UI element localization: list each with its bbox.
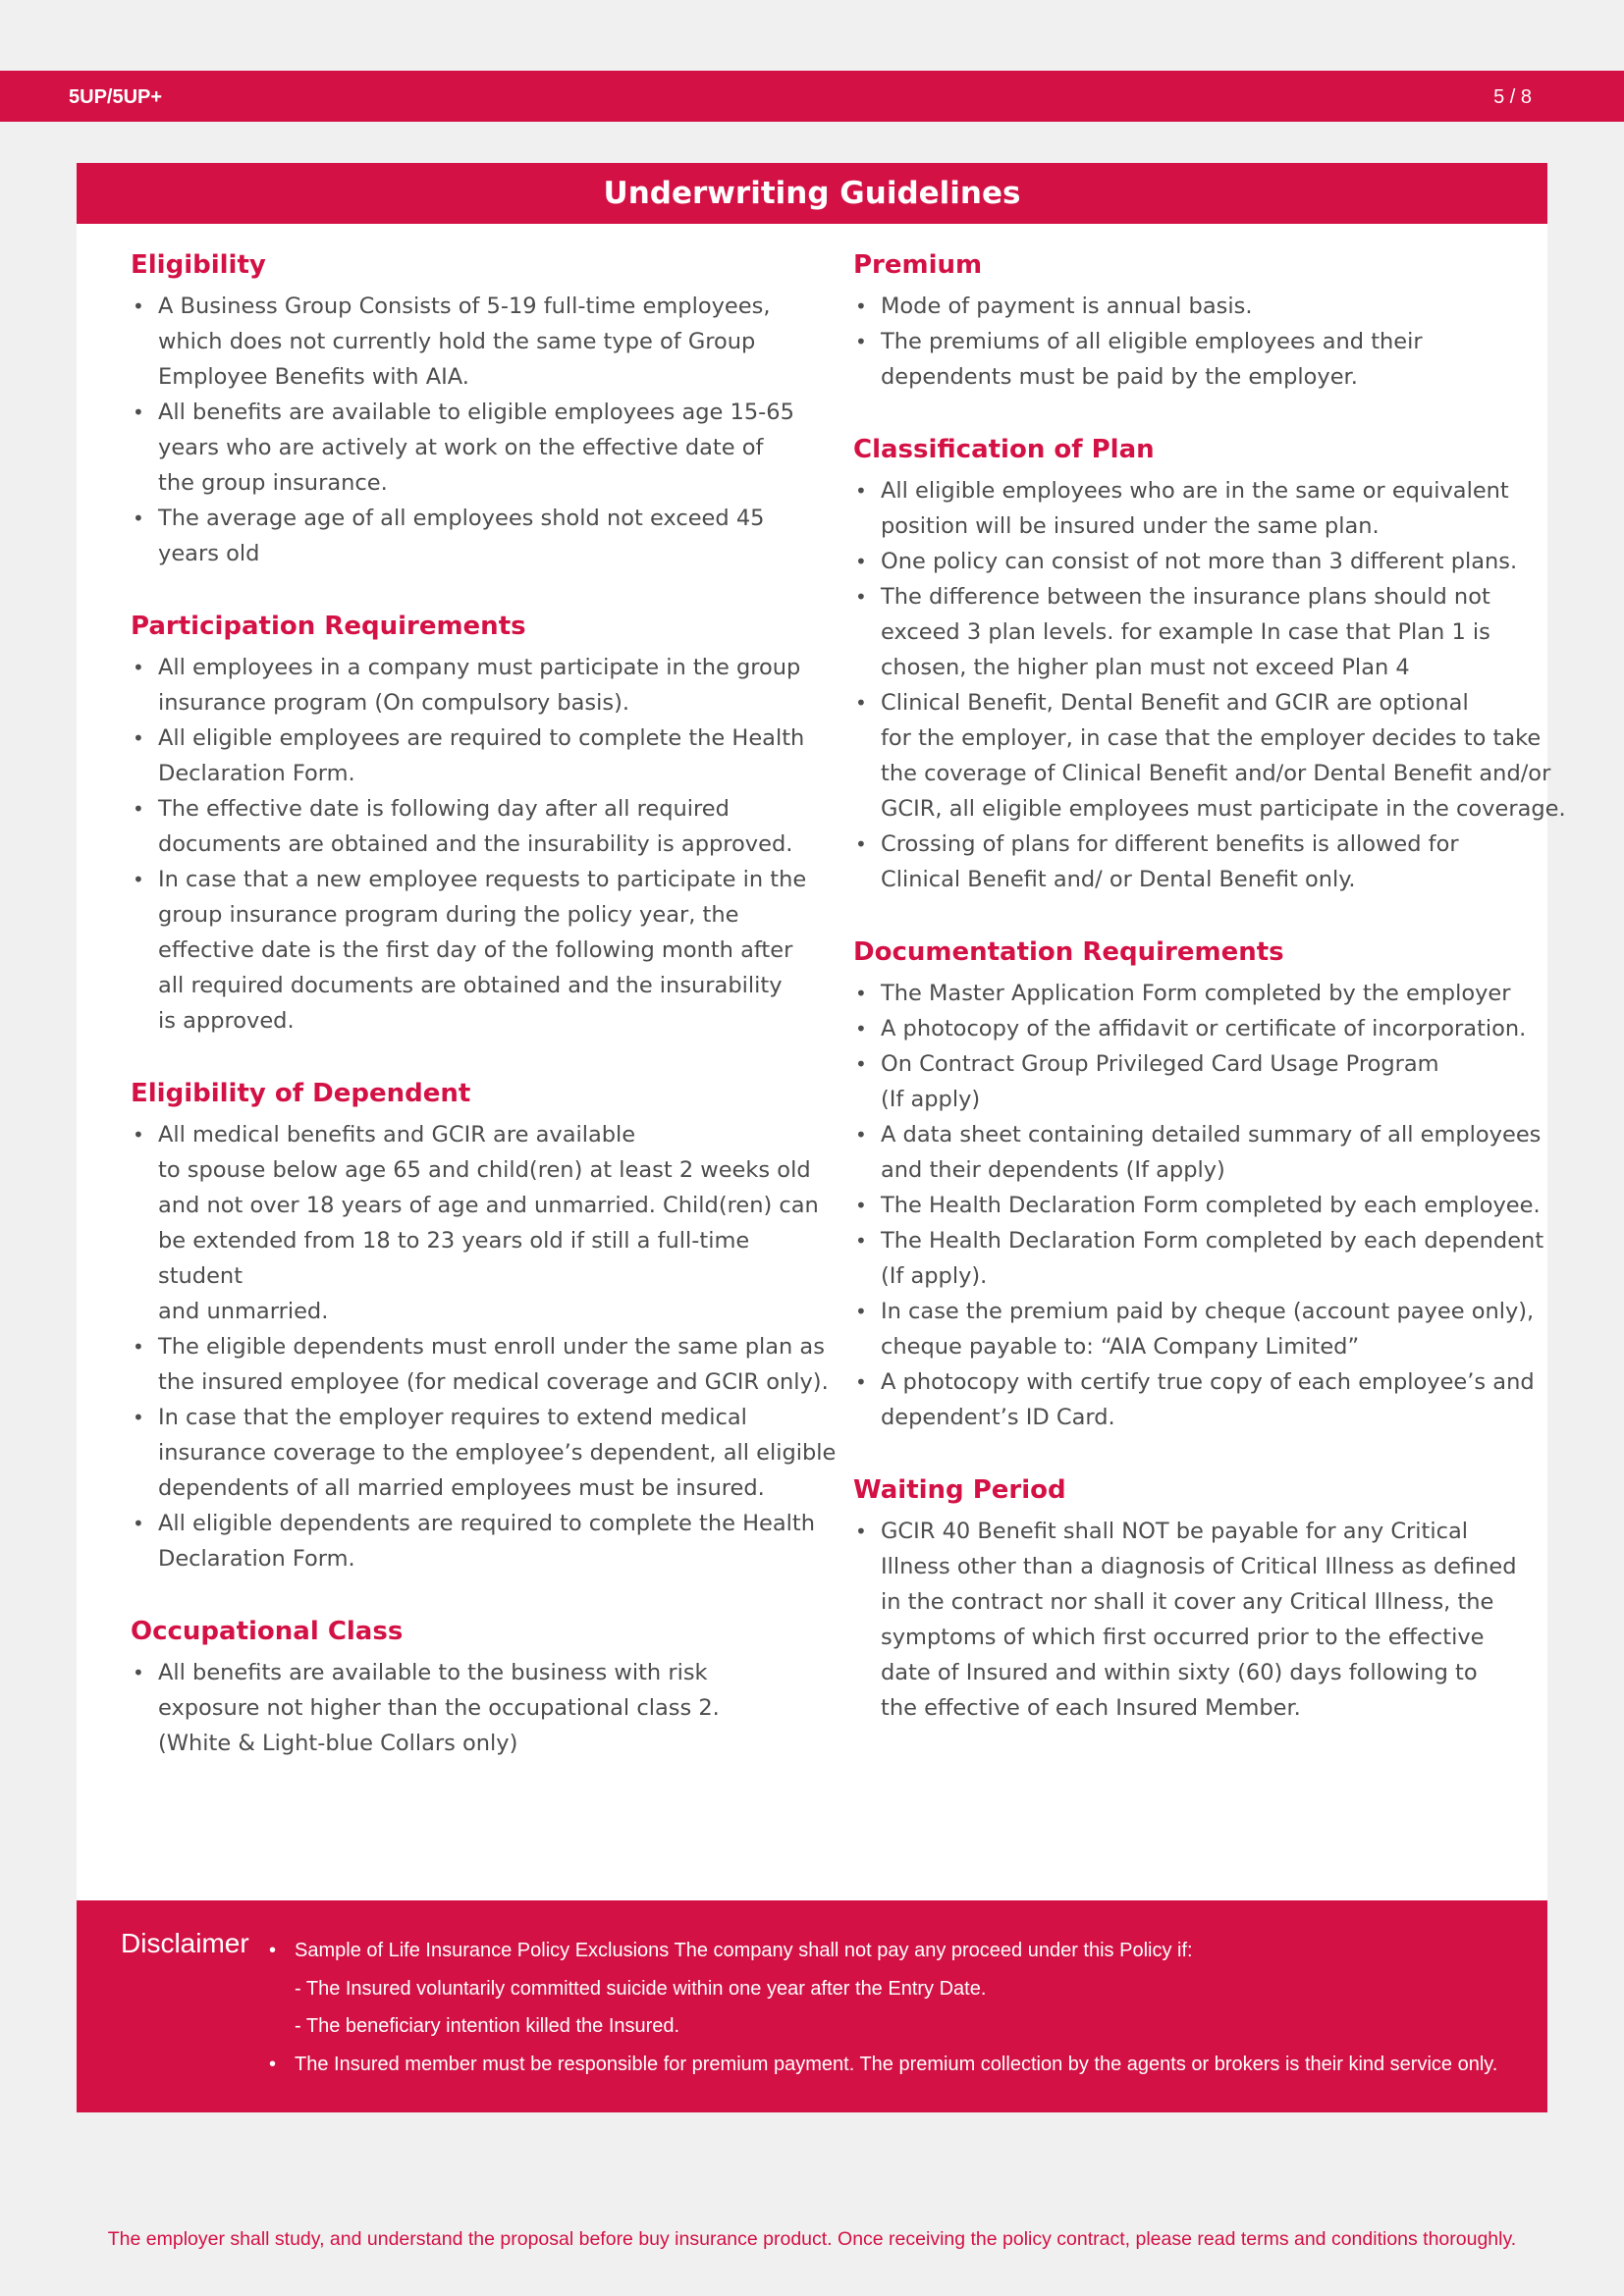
- list-item-line: insurance coverage to the employee’s dependent, all eligible: [158, 1440, 837, 1466]
- list-item: [853, 1046, 1599, 1117]
- list-item-line: date of Insured and within sixty (60) days following to: [881, 1660, 1478, 1685]
- page-indicator: 5 / 8: [1493, 86, 1532, 108]
- list-item: [853, 1223, 1599, 1294]
- list-item-line: symptoms of which first occurred prior to the effective: [881, 1625, 1485, 1650]
- list-item-line: the insured employee (for medical coverage and GCIR only).: [158, 1369, 829, 1395]
- list-item-line: the coverage of Clinical Benefit and/or Dental Benefit and/or: [881, 761, 1551, 786]
- disclaimer-line: • The Insured member must be responsible for premium payment. The premium collection by the agents or brokers is their kind service only.: [269, 2046, 1536, 2084]
- disclaimer-panel: [77, 1900, 1547, 2112]
- list-item: [853, 827, 1599, 897]
- list-item-line: dependents must be paid by the employer.: [881, 364, 1358, 390]
- list-item-line: dependent’s ID Card.: [881, 1405, 1115, 1430]
- list-item: [853, 473, 1599, 544]
- list-item: [131, 791, 838, 862]
- section-heading: Premium: [853, 250, 983, 280]
- list-item: [131, 1117, 838, 1329]
- bullet-list: [853, 1514, 1599, 1726]
- disclaimer-subline: - The beneficiary intention killed the Insured.: [295, 2015, 680, 2037]
- list-item: [853, 579, 1599, 685]
- bullet-list: [131, 289, 838, 571]
- list-item-line: • In case that the employer requires to extend medical: [158, 1405, 747, 1430]
- list-item-line: • Mode of payment is annual basis.: [881, 294, 1253, 319]
- right-column: [853, 247, 1599, 1763]
- list-item-line: • The average age of all employees shold not exceed 45: [158, 506, 765, 531]
- list-item: [131, 721, 838, 791]
- list-item-line: • GCIR 40 Benefit shall NOT be payable for any Critical: [881, 1519, 1469, 1544]
- disclaimer-lines: [269, 1932, 1536, 2083]
- section-heading: Classification of Plan: [853, 435, 1155, 464]
- list-item-line: Illness other than a diagnosis of Critical Illness as defined: [881, 1554, 1517, 1579]
- left-column: [131, 247, 838, 1798]
- list-item: [853, 1294, 1599, 1364]
- list-item: [853, 1188, 1599, 1223]
- list-item: [853, 1011, 1599, 1046]
- list-item-line: • The Health Declaration Form completed by each employee.: [881, 1193, 1541, 1218]
- disclaimer-title: Disclaimer: [121, 1928, 249, 1958]
- list-item-line: • A photocopy with certify true copy of each employee’s and: [881, 1369, 1535, 1395]
- list-item-line: (White & Light-blue Collars only): [158, 1731, 518, 1756]
- card-title: Underwriting Guidelines: [77, 163, 1547, 224]
- list-item-line: • The eligible dependents must enroll under the same plan as: [158, 1334, 825, 1360]
- list-item-line: GCIR, all eligible employees must participate in the coverage.: [881, 796, 1566, 822]
- list-item: [131, 1506, 838, 1576]
- list-item-line: • A photocopy of the affidavit or certificate of incorporation.: [881, 1016, 1527, 1041]
- list-item: [131, 1329, 838, 1400]
- list-item: [853, 289, 1599, 324]
- list-item-line: years old: [158, 541, 260, 566]
- list-item-line: be extended from 18 to 23 years old if still a full-time student: [158, 1228, 750, 1289]
- list-item: [131, 395, 838, 501]
- list-item-line: the effective of each Insured Member.: [881, 1695, 1301, 1721]
- list-item-line: • In case the premium paid by cheque (account payee only),: [881, 1299, 1535, 1324]
- list-item-line: all required documents are obtained and the insurability: [158, 973, 783, 998]
- list-item-line: • All eligible employees are required to complete the Health: [158, 725, 805, 751]
- list-item-line: • All benefits are available to the business with risk: [158, 1660, 708, 1685]
- list-item-line: • All eligible dependents are required to complete the Health: [158, 1511, 815, 1536]
- section: [853, 934, 1599, 1435]
- list-item-line: insurance program (On compulsory basis).: [158, 690, 630, 716]
- list-item-line: • All employees in a company must participate in the group: [158, 655, 801, 680]
- list-item-line: and not over 18 years of age and unmarried. Child(ren) can: [158, 1193, 819, 1218]
- list-item: [131, 501, 838, 571]
- section-heading: Participation Requirements: [131, 612, 526, 641]
- list-item-line: • A Business Group Consists of 5-19 full-time employees,: [158, 294, 771, 319]
- list-item-line: position will be insured under the same plan.: [881, 513, 1380, 539]
- list-item-line: which does not currently hold the same type of Group: [158, 329, 756, 354]
- bullet-list: [131, 650, 838, 1039]
- list-item: [131, 862, 838, 1039]
- list-item-line: chosen, the higher plan must not exceed Plan 4: [881, 655, 1410, 680]
- list-item: [131, 289, 838, 395]
- list-item-line: to spouse below age 65 and child(ren) at least 2 weeks old: [158, 1157, 811, 1183]
- list-item-line: • One policy can consist of not more than 3 different plans.: [881, 549, 1518, 574]
- section: [131, 247, 838, 571]
- list-item-line: and unmarried.: [158, 1299, 329, 1324]
- list-item-line: (If apply): [881, 1087, 981, 1112]
- list-item-line: exposure not higher than the occupational class 2.: [158, 1695, 720, 1721]
- bullet-list: [853, 473, 1599, 897]
- product-code: 5UP/5UP+: [69, 86, 163, 108]
- list-item-line: • A data sheet containing detailed summary of all employees: [881, 1122, 1542, 1148]
- bullet-list: [853, 289, 1599, 395]
- list-item-line: • The Health Declaration Form completed by each dependent: [881, 1228, 1544, 1254]
- list-item-line: years who are actively at work on the effective date of: [158, 435, 764, 460]
- section-heading: Eligibility of Dependent: [131, 1079, 471, 1108]
- list-item-line: for the employer, in case that the employer decides to take: [881, 725, 1542, 751]
- list-item-line: dependents of all married employees must be insured.: [158, 1475, 765, 1501]
- list-item: [131, 1655, 838, 1761]
- list-item-line: is approved.: [158, 1008, 295, 1034]
- list-item-line: documents are obtained and the insurability is approved.: [158, 831, 793, 857]
- list-item-line: and their dependents (If apply): [881, 1157, 1225, 1183]
- list-item: [853, 1514, 1599, 1726]
- list-item-line: • Clinical Benefit, Dental Benefit and GCIR are optional: [881, 690, 1469, 716]
- list-item: [131, 1400, 838, 1506]
- section: [853, 432, 1599, 897]
- list-item-line: • All eligible employees who are in the same or equivalent: [881, 478, 1509, 504]
- top-bar: [0, 71, 1624, 122]
- section-heading: Eligibility: [131, 250, 266, 280]
- list-item-line: cheque payable to: “AIA Company Limited”: [881, 1334, 1360, 1360]
- list-item-line: • The premiums of all eligible employees and their: [881, 329, 1423, 354]
- list-item-line: • The effective date is following day after all required: [158, 796, 730, 822]
- guidelines-card: [77, 163, 1566, 1902]
- list-item-line: • The Master Application Form completed by the employer: [881, 981, 1511, 1006]
- section: [853, 1472, 1599, 1726]
- disclaimer-text: The company shall not pay any proceed under this Policy if:: [669, 1940, 1193, 1961]
- list-item-line: the group insurance.: [158, 470, 388, 496]
- list-item: [853, 544, 1599, 579]
- list-item: [131, 650, 838, 721]
- list-item-line: group insurance program during the policy year, the: [158, 902, 739, 928]
- section-heading: Occupational Class: [131, 1617, 404, 1646]
- list-item-line: exceed 3 plan levels. for example In case that Plan 1 is: [881, 619, 1490, 645]
- disclaimer-lead: Sample of Life Insurance Policy Exclusions: [295, 1940, 670, 1961]
- bullet-list: [131, 1117, 838, 1576]
- list-item-line: in the contract nor shall it cover any Critical Illness, the: [881, 1589, 1494, 1615]
- list-item-line: • All benefits are available to eligible employees age 15-65: [158, 400, 794, 425]
- section-heading: Waiting Period: [853, 1475, 1066, 1505]
- list-item-line: • All medical benefits and GCIR are available: [158, 1122, 636, 1148]
- section: [131, 1076, 838, 1576]
- section: [853, 247, 1599, 395]
- section: [131, 1614, 838, 1761]
- list-item: [853, 685, 1599, 827]
- list-item-line: Declaration Form.: [158, 761, 355, 786]
- footer-notice: The employer shall study, and understand the proposal before buy insurance product. Once receiving the policy contract, please read terms and conditions thoroughly.: [107, 2228, 1517, 2250]
- list-item-line: • Crossing of plans for different benefits is allowed for: [881, 831, 1459, 857]
- list-item-line: • On Contract Group Privileged Card Usage Program: [881, 1051, 1439, 1077]
- list-item-line: (If apply).: [881, 1263, 988, 1289]
- list-item: [853, 1364, 1599, 1435]
- section-heading: Documentation Requirements: [853, 937, 1284, 967]
- list-item-line: • The difference between the insurance plans should not: [881, 584, 1490, 610]
- list-item-line: • In case that a new employee requests to participate in the: [158, 867, 807, 892]
- bullet-list: [131, 1655, 838, 1761]
- list-item-line: effective date is the first day of the following month after: [158, 937, 793, 963]
- list-item: [853, 976, 1599, 1011]
- list-item-line: Clinical Benefit and/ or Dental Benefit only.: [881, 867, 1356, 892]
- disclaimer-line: [269, 1932, 1536, 1970]
- list-item: [853, 324, 1599, 395]
- disclaimer-subline: - The Insured voluntarily committed suicide within one year after the Entry Date.: [295, 1977, 987, 2000]
- section: [131, 609, 838, 1039]
- list-item: [853, 1117, 1599, 1188]
- list-item-line: Declaration Form.: [158, 1546, 355, 1572]
- list-item-line: Employee Benefits with AIA.: [158, 364, 469, 390]
- bullet-list: [853, 976, 1599, 1435]
